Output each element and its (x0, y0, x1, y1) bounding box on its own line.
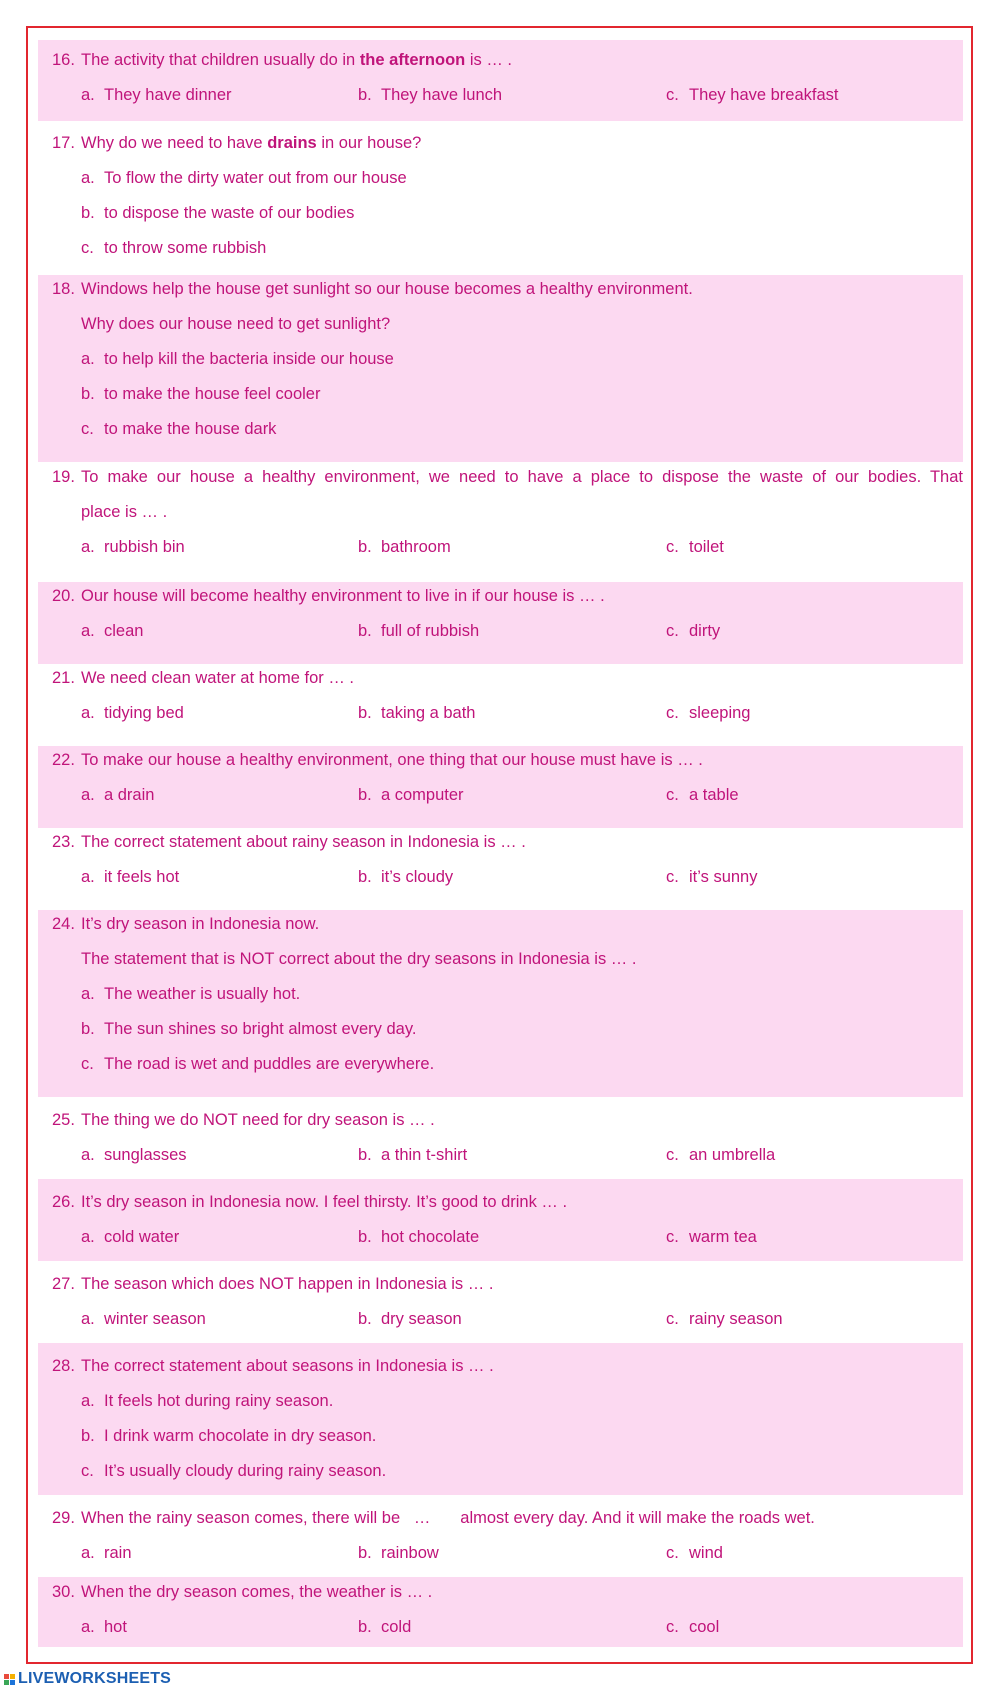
option-b[interactable]: b. taking a bath (358, 704, 476, 722)
question-number: 26. (52, 1193, 75, 1211)
question-stem: When the dry season comes, the weather is … . (81, 1583, 433, 1601)
option-b[interactable]: b. to dispose the waste of our bodies (81, 204, 355, 222)
question-16 (38, 40, 963, 121)
question-stem-line2: place is … . (81, 503, 168, 521)
question-stem: It’s dry season in Indonesia now. I feel thirsty. It’s good to drink … . (81, 1193, 568, 1211)
question-stem: Windows help the house get sunlight so our house becomes a healthy environment. (81, 280, 693, 298)
option-b[interactable]: b. I drink warm chocolate in dry season. (81, 1427, 377, 1445)
question-stem: When the rainy season comes, there will be … almost every day. And it will make the roads wet. (81, 1509, 815, 1527)
option-c[interactable]: c. The road is wet and puddles are everywhere. (81, 1055, 435, 1073)
option-b[interactable]: b. full of rubbish (358, 622, 480, 640)
option-c[interactable]: c. dirty (666, 622, 721, 640)
option-a[interactable]: a. it feels hot (81, 868, 180, 886)
option-a[interactable]: a. They have dinner (81, 86, 232, 104)
question-number: 29. (52, 1509, 75, 1527)
question-number: 17. (52, 134, 75, 152)
option-b[interactable]: b. bathroom (358, 538, 451, 556)
question-25 (38, 1097, 963, 1179)
option-b[interactable]: b. to make the house feel cooler (81, 385, 321, 403)
worksheet-frame (26, 26, 973, 1664)
option-b[interactable]: b. The sun shines so bright almost every day. (81, 1020, 417, 1038)
question-24 (38, 910, 963, 1097)
question-number: 18. (52, 280, 75, 298)
question-number: 16. (52, 51, 75, 69)
option-c[interactable]: c. rainy season (666, 1310, 783, 1328)
option-c[interactable]: c. warm tea (666, 1228, 757, 1246)
option-c[interactable]: c. toilet (666, 538, 724, 556)
question-number: 30. (52, 1583, 75, 1601)
question-stem: The correct statement about rainy season in Indonesia is … . (81, 833, 526, 851)
question-23 (38, 828, 963, 910)
option-c[interactable]: c. to make the house dark (81, 420, 277, 438)
option-c[interactable]: c. cool (666, 1618, 720, 1636)
option-a[interactable]: a. clean (81, 622, 144, 640)
option-a[interactable]: a. sunglasses (81, 1146, 187, 1164)
option-c[interactable]: c. It’s usually cloudy during rainy season. (81, 1462, 387, 1480)
option-a[interactable]: a. rain (81, 1544, 132, 1562)
liveworksheets-logo[interactable] (4, 1670, 171, 1688)
question-number: 22. (52, 751, 75, 769)
question-stem: To make our house a healthy environment, one thing that our house must have is … . (81, 751, 703, 769)
question-number: 21. (52, 669, 75, 687)
question-22 (38, 746, 963, 828)
option-a[interactable]: a. cold water (81, 1228, 180, 1246)
option-b[interactable]: b. They have lunch (358, 86, 503, 104)
question-stem: The activity that children usually do in the afternoon is … . (81, 51, 512, 69)
question-19 (38, 462, 963, 582)
question-number: 20. (52, 587, 75, 605)
option-a[interactable]: a. winter season (81, 1310, 206, 1328)
question-28 (38, 1343, 963, 1495)
question-21 (38, 664, 963, 746)
logo-text: LIVEWORKSHEETS (18, 1670, 172, 1687)
question-stem-line2: The statement that is NOT correct about the dry seasons in Indonesia is … . (81, 950, 637, 968)
option-b[interactable]: b. hot chocolate (358, 1228, 480, 1246)
option-b[interactable]: b. dry season (358, 1310, 462, 1328)
option-a[interactable]: a. hot (81, 1618, 127, 1636)
option-a[interactable]: a. tidying bed (81, 704, 184, 722)
question-stem: The thing we do NOT need for dry season is … . (81, 1111, 435, 1129)
option-b[interactable]: b. cold (358, 1618, 412, 1636)
question-17 (38, 121, 963, 270)
question-number: 27. (52, 1275, 75, 1293)
question-stem: It’s dry season in Indonesia now. (81, 915, 320, 933)
question-number: 19. (52, 468, 75, 486)
question-26 (38, 1179, 963, 1261)
question-stem: The season which does NOT happen in Indonesia is … . (81, 1275, 494, 1293)
option-c[interactable]: c. a table (666, 786, 739, 804)
question-number: 25. (52, 1111, 75, 1129)
question-29 (38, 1495, 963, 1577)
question-number: 24. (52, 915, 75, 933)
option-c[interactable]: c. to throw some rubbish (81, 239, 267, 257)
question-stem-line2: Why does our house need to get sunlight? (81, 315, 391, 333)
option-a[interactable]: a. To flow the dirty water out from our house (81, 169, 407, 187)
option-c[interactable]: c. an umbrella (666, 1146, 776, 1164)
question-stem: Our house will become healthy environment to live in if our house is … . (81, 587, 605, 605)
question-27 (38, 1261, 963, 1343)
question-stem: Why do we need to have drains in our house? (81, 134, 422, 152)
option-c[interactable]: c. it’s sunny (666, 868, 758, 886)
question-18 (38, 275, 963, 462)
option-c[interactable]: c. wind (666, 1544, 723, 1562)
option-c[interactable]: c. sleeping (666, 704, 751, 722)
question-stem: To make our house a healthy environment, we need to have a place to dispose the waste of our bodies. That (81, 468, 963, 486)
option-a[interactable]: a. rubbish bin (81, 538, 185, 556)
question-stem: The correct statement about seasons in Indonesia is … . (81, 1357, 494, 1375)
option-a[interactable]: a. It feels hot during rainy season. (81, 1392, 334, 1410)
question-number: 28. (52, 1357, 75, 1375)
question-number: 23. (52, 833, 75, 851)
option-a[interactable]: a. a drain (81, 786, 155, 804)
question-stem: We need clean water at home for … . (81, 669, 354, 687)
logo-icon (4, 1674, 15, 1685)
question-20 (38, 582, 963, 664)
option-b[interactable]: b. a computer (358, 786, 464, 804)
answer-blank[interactable]: … (413, 1509, 431, 1527)
question-30 (38, 1577, 963, 1647)
option-a[interactable]: a. The weather is usually hot. (81, 985, 301, 1003)
option-b[interactable]: b. it’s cloudy (358, 868, 454, 886)
option-b[interactable]: b. a thin t-shirt (358, 1146, 468, 1164)
option-a[interactable]: a. to help kill the bacteria inside our house (81, 350, 394, 368)
option-c[interactable]: c. They have breakfast (666, 86, 839, 104)
option-b[interactable]: b. rainbow (358, 1544, 439, 1562)
